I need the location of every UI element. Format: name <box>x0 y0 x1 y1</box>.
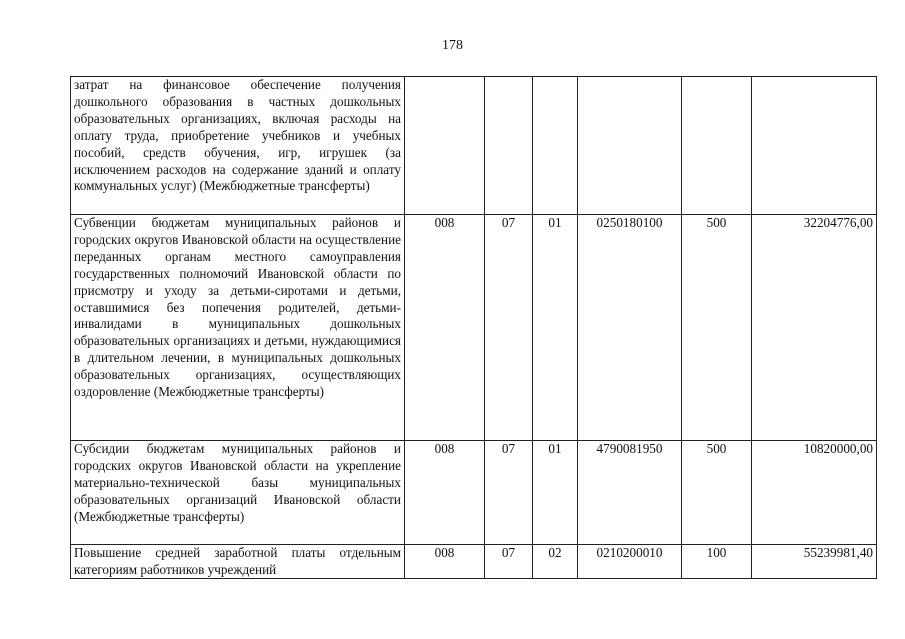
row-admin-code: 008 <box>405 215 485 441</box>
row-expense-type: 500 <box>682 215 752 441</box>
row-description: затрат на финансовое обеспечение получения дошкольного образования в частных дошкольных образовательных организациях, включая расходы на оплату труда, приобретение учебников и учебных пособий, средств обучения, игр, игрушек (за исключением расходов на содержание зданий и оплату коммунальных услуг) (Межбюджетные трансферты) <box>71 77 405 215</box>
row-description: Повышение средней заработной платы отдельным категориям работников учреждений <box>74 545 401 577</box>
row-subsection-code: 01 <box>533 441 578 545</box>
row-description: Субвенции бюджетам муниципальных районов и городских округов Ивановской области на осуществление переданных органам местного самоуправления государственных полномочий Ивановской области по присмотру и уходу за детьми-сиротами и детьми, оставшимися без попечения родителей, детьми-инвалидами в муниципальных дошкольных образовательных организациях и детьми, нуждающимися в длительном лечении, в муниципальных дошкольных образовательных организациях, осуществляющих оздоровление (Межбюджетные трансферты) <box>71 215 405 441</box>
row-section-code: 07 <box>485 545 533 579</box>
row-expense-type: 100 <box>682 545 752 579</box>
row-amount: 55239981,40 <box>752 545 877 579</box>
row-amount: 32204776,00 <box>752 215 877 441</box>
row-target-code <box>578 77 682 215</box>
budget-table <box>70 76 877 579</box>
table-row <box>71 215 877 441</box>
table-row <box>71 545 877 579</box>
row-subsection-code <box>533 77 578 215</box>
row-section-code <box>485 77 533 215</box>
row-target-code: 0250180100 <box>578 215 682 441</box>
table-row <box>71 441 877 545</box>
row-amount <box>752 77 877 215</box>
page-number: 178 <box>442 38 463 53</box>
table-row <box>71 77 877 215</box>
row-description: Субсидии бюджетам муниципальных районов и городских округов Ивановской области на укрепление материально-технической базы муниципальных образовательных организаций Ивановской области (Межбюджетные трансферты) <box>71 441 405 545</box>
row-amount: 10820000,00 <box>752 441 877 545</box>
row-subsection-code: 01 <box>533 215 578 441</box>
row-subsection-code: 02 <box>533 545 578 579</box>
row-admin-code: 008 <box>405 545 485 579</box>
row-section-code: 07 <box>485 215 533 441</box>
row-description-cell <box>71 545 405 579</box>
row-admin-code <box>405 77 485 215</box>
row-expense-type <box>682 77 752 215</box>
row-target-code: 4790081950 <box>578 441 682 545</box>
row-target-code: 0210200010 <box>578 545 682 579</box>
row-section-code: 07 <box>485 441 533 545</box>
row-admin-code: 008 <box>405 441 485 545</box>
row-expense-type: 500 <box>682 441 752 545</box>
